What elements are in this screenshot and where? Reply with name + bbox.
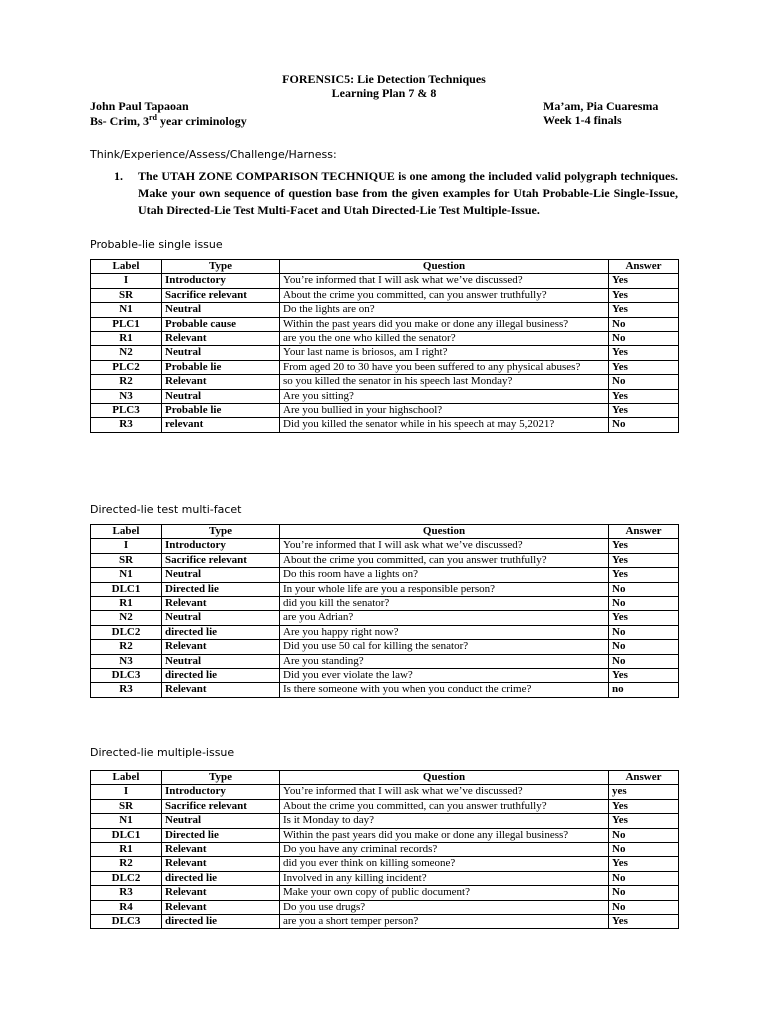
row-answer-cell: yes bbox=[609, 785, 679, 799]
row-type-cell: Neutral bbox=[162, 303, 280, 317]
table-row bbox=[91, 828, 679, 842]
row-answer-cell: No bbox=[609, 625, 679, 639]
course-line bbox=[90, 113, 247, 129]
row-question-cell: Make your own copy of public document? bbox=[280, 886, 609, 900]
row-question-cell: About the crime you committed, can you answer truthfully? bbox=[280, 553, 609, 567]
row-answer-cell: Yes bbox=[609, 814, 679, 828]
row-label-cell: N1 bbox=[91, 303, 162, 317]
table-row bbox=[91, 654, 679, 668]
row-question-cell: Are you happy right now? bbox=[280, 625, 609, 639]
table-header-row bbox=[91, 525, 679, 539]
row-label-cell: SR bbox=[91, 288, 162, 302]
row-type-cell: Neutral bbox=[162, 814, 280, 828]
row-label-cell: R2 bbox=[91, 857, 162, 871]
course-prefix: Bs- Crim, 3 bbox=[90, 114, 149, 128]
row-type-cell: Relevant bbox=[162, 640, 280, 654]
row-answer-cell: No bbox=[609, 375, 679, 389]
row-type-cell: Relevant bbox=[162, 597, 280, 611]
row-question-cell: Do you have any criminal records? bbox=[280, 843, 609, 857]
table-row bbox=[91, 871, 679, 885]
row-type-cell: Relevant bbox=[162, 843, 280, 857]
probable-lie-table bbox=[90, 259, 679, 433]
column-header: Answer bbox=[609, 771, 679, 785]
table-row bbox=[91, 360, 679, 374]
row-type-cell: relevant bbox=[162, 418, 280, 432]
row-answer-cell: Yes bbox=[609, 303, 679, 317]
row-label-cell: I bbox=[91, 274, 162, 288]
row-label-cell: N3 bbox=[91, 654, 162, 668]
period-label: Week 1-4 finals bbox=[543, 113, 622, 127]
row-type-cell: Neutral bbox=[162, 346, 280, 360]
row-answer-cell: No bbox=[609, 654, 679, 668]
row-question-cell: Did you killed the senator while in his speech at may 5,2021? bbox=[280, 418, 609, 432]
table-row bbox=[91, 332, 679, 346]
table-row bbox=[91, 785, 679, 799]
table-row bbox=[91, 317, 679, 331]
column-header: Answer bbox=[609, 525, 679, 539]
row-question-cell: You’re informed that I will ask what we’ve discussed? bbox=[280, 539, 609, 553]
row-label-cell: N2 bbox=[91, 611, 162, 625]
row-type-cell: Introductory bbox=[162, 539, 280, 553]
row-type-cell: Sacrifice relevant bbox=[162, 288, 280, 302]
table-row bbox=[91, 900, 679, 914]
row-type-cell: Probable lie bbox=[162, 360, 280, 374]
row-type-cell: Relevant bbox=[162, 683, 280, 697]
row-question-cell: Is it Monday to day? bbox=[280, 814, 609, 828]
table-row bbox=[91, 669, 679, 683]
row-label-cell: N1 bbox=[91, 568, 162, 582]
row-question-cell: Are you sitting? bbox=[280, 389, 609, 403]
row-question-cell: From aged 20 to 30 have you been suffered to any physical abuses? bbox=[280, 360, 609, 374]
row-answer-cell: Yes bbox=[609, 611, 679, 625]
table-row bbox=[91, 611, 679, 625]
document-subtitle: Learning Plan 7 & 8 bbox=[331, 86, 437, 100]
row-label-cell: R3 bbox=[91, 418, 162, 432]
row-question-cell: Are you bullied in your highschool? bbox=[280, 404, 609, 418]
row-answer-cell: Yes bbox=[609, 857, 679, 871]
table-row bbox=[91, 404, 679, 418]
row-label-cell: R2 bbox=[91, 375, 162, 389]
row-type-cell: Directed lie bbox=[162, 582, 280, 596]
row-question-cell: Within the past years did you make or done any illegal business? bbox=[280, 828, 609, 842]
instruction-number: 1. bbox=[114, 169, 123, 183]
row-question-cell: Did you ever violate the law? bbox=[280, 669, 609, 683]
table-row bbox=[91, 915, 679, 929]
table-2-title: Directed-lie test multi-facet bbox=[90, 503, 242, 516]
table-row bbox=[91, 418, 679, 432]
table-row bbox=[91, 857, 679, 871]
row-label-cell: PLC2 bbox=[91, 360, 162, 374]
row-type-cell: Relevant bbox=[162, 900, 280, 914]
row-answer-cell: No bbox=[609, 828, 679, 842]
row-label-cell: I bbox=[91, 539, 162, 553]
row-question-cell: Within the past years did you make or done any illegal business? bbox=[280, 317, 609, 331]
row-type-cell: Neutral bbox=[162, 654, 280, 668]
row-answer-cell: No bbox=[609, 900, 679, 914]
row-label-cell: N2 bbox=[91, 346, 162, 360]
row-answer-cell: Yes bbox=[609, 389, 679, 403]
row-label-cell: DLC1 bbox=[91, 582, 162, 596]
course-superscript: rd bbox=[149, 113, 157, 122]
row-question-cell: Did you use 50 cal for killing the senator? bbox=[280, 640, 609, 654]
row-label-cell: N1 bbox=[91, 814, 162, 828]
row-label-cell: DLC2 bbox=[91, 871, 162, 885]
column-header: Type bbox=[162, 260, 280, 274]
column-header: Answer bbox=[609, 260, 679, 274]
column-header: Question bbox=[280, 525, 609, 539]
table-row bbox=[91, 303, 679, 317]
row-question-cell: did you ever think on killing someone? bbox=[280, 857, 609, 871]
table-row bbox=[91, 568, 679, 582]
row-label-cell: PLC1 bbox=[91, 317, 162, 331]
table-row bbox=[91, 375, 679, 389]
instruction-text: The UTAH ZONE COMPARISON TECHNIQUE is one among the included valid polygraph techniques. Make your own sequence of question base from the given examples for Utah Probable-Lie Single-Issue, Utah Directed-Lie Test Multi-Facet and Utah Directed-Lie Test Multiple-Issue. bbox=[138, 169, 678, 217]
row-type-cell: Probable lie bbox=[162, 404, 280, 418]
instructor-name: Ma’am, Pia Cuaresma bbox=[543, 99, 659, 113]
row-question-cell: You’re informed that I will ask what we’ve discussed? bbox=[280, 274, 609, 288]
table-row bbox=[91, 640, 679, 654]
document-title: FORENSIC5: Lie Detection Techniques bbox=[282, 72, 486, 86]
table-3-title: Directed-lie multiple-issue bbox=[90, 746, 235, 759]
table-row bbox=[91, 553, 679, 567]
row-answer-cell: No bbox=[609, 843, 679, 857]
row-label-cell: R3 bbox=[91, 683, 162, 697]
row-question-cell: Do you use drugs? bbox=[280, 900, 609, 914]
row-question-cell: are you a short temper person? bbox=[280, 915, 609, 929]
row-answer-cell: Yes bbox=[609, 553, 679, 567]
table-header-row bbox=[91, 771, 679, 785]
row-question-cell: Is there someone with you when you conduct the crime? bbox=[280, 683, 609, 697]
table-row bbox=[91, 274, 679, 288]
row-type-cell: Introductory bbox=[162, 785, 280, 799]
row-answer-cell: No bbox=[609, 332, 679, 346]
row-answer-cell: No bbox=[609, 597, 679, 611]
table-1-title: Probable-lie single issue bbox=[90, 238, 223, 251]
row-label-cell: R3 bbox=[91, 886, 162, 900]
row-question-cell: Your last name is briosos, am I right? bbox=[280, 346, 609, 360]
course-suffix: year criminology bbox=[157, 114, 247, 128]
student-name: John Paul Tapaoan bbox=[90, 99, 189, 113]
table-row bbox=[91, 597, 679, 611]
row-label-cell: I bbox=[91, 785, 162, 799]
row-question-cell: did you kill the senator? bbox=[280, 597, 609, 611]
row-type-cell: directed lie bbox=[162, 871, 280, 885]
row-type-cell: Neutral bbox=[162, 568, 280, 582]
table-row bbox=[91, 625, 679, 639]
column-header: Type bbox=[162, 525, 280, 539]
table-row bbox=[91, 539, 679, 553]
row-type-cell: Relevant bbox=[162, 886, 280, 900]
row-answer-cell: Yes bbox=[609, 799, 679, 813]
column-header: Label bbox=[91, 771, 162, 785]
table-row bbox=[91, 843, 679, 857]
row-type-cell: Directed lie bbox=[162, 828, 280, 842]
row-answer-cell: No bbox=[609, 871, 679, 885]
row-answer-cell: Yes bbox=[609, 404, 679, 418]
row-answer-cell: Yes bbox=[609, 360, 679, 374]
row-answer-cell: Yes bbox=[609, 274, 679, 288]
row-answer-cell: Yes bbox=[609, 346, 679, 360]
row-question-cell: You’re informed that I will ask what we’ve discussed? bbox=[280, 785, 609, 799]
row-type-cell: Sacrifice relevant bbox=[162, 799, 280, 813]
column-header: Type bbox=[162, 771, 280, 785]
directed-lie-multiple-issue-table bbox=[90, 770, 679, 929]
row-question-cell: Are you standing? bbox=[280, 654, 609, 668]
row-question-cell: Do the lights are on? bbox=[280, 303, 609, 317]
row-type-cell: directed lie bbox=[162, 669, 280, 683]
row-answer-cell: no bbox=[609, 683, 679, 697]
table-row bbox=[91, 288, 679, 302]
column-header: Question bbox=[280, 260, 609, 274]
row-question-cell: About the crime you committed, can you answer truthfully? bbox=[280, 799, 609, 813]
row-answer-cell: No bbox=[609, 317, 679, 331]
row-question-cell: Involved in any killing incident? bbox=[280, 871, 609, 885]
row-label-cell: DLC3 bbox=[91, 915, 162, 929]
row-answer-cell: Yes bbox=[609, 669, 679, 683]
row-label-cell: R1 bbox=[91, 332, 162, 346]
table-row bbox=[91, 582, 679, 596]
row-label-cell: DLC1 bbox=[91, 828, 162, 842]
table-row bbox=[91, 799, 679, 813]
column-header: Question bbox=[280, 771, 609, 785]
row-label-cell: SR bbox=[91, 799, 162, 813]
row-type-cell: Neutral bbox=[162, 389, 280, 403]
row-label-cell: N3 bbox=[91, 389, 162, 403]
row-answer-cell: Yes bbox=[609, 915, 679, 929]
row-answer-cell: No bbox=[609, 640, 679, 654]
row-question-cell: Do this room have a lights on? bbox=[280, 568, 609, 582]
row-question-cell: About the crime you committed, can you answer truthfully? bbox=[280, 288, 609, 302]
row-type-cell: directed lie bbox=[162, 625, 280, 639]
table-row bbox=[91, 814, 679, 828]
row-label-cell: SR bbox=[91, 553, 162, 567]
row-type-cell: Relevant bbox=[162, 375, 280, 389]
table-row bbox=[91, 683, 679, 697]
table-header-row bbox=[91, 260, 679, 274]
row-label-cell: R1 bbox=[91, 597, 162, 611]
row-label-cell: R2 bbox=[91, 640, 162, 654]
row-question-cell: are you the one who killed the senator? bbox=[280, 332, 609, 346]
row-label-cell: R4 bbox=[91, 900, 162, 914]
row-question-cell: In your whole life are you a responsible person? bbox=[280, 582, 609, 596]
table-row bbox=[91, 346, 679, 360]
column-header: Label bbox=[91, 260, 162, 274]
row-type-cell: Relevant bbox=[162, 332, 280, 346]
row-label-cell: PLC3 bbox=[91, 404, 162, 418]
row-question-cell: so you killed the senator in his speech last Monday? bbox=[280, 375, 609, 389]
row-type-cell: Sacrifice relevant bbox=[162, 553, 280, 567]
row-answer-cell: Yes bbox=[609, 288, 679, 302]
row-type-cell: Neutral bbox=[162, 611, 280, 625]
row-question-cell: are you Adrian? bbox=[280, 611, 609, 625]
think-heading: Think/Experience/Assess/Challenge/Harness: bbox=[90, 148, 337, 161]
row-type-cell: Relevant bbox=[162, 857, 280, 871]
row-type-cell: directed lie bbox=[162, 915, 280, 929]
row-label-cell: DLC2 bbox=[91, 625, 162, 639]
column-header: Label bbox=[91, 525, 162, 539]
row-type-cell: Introductory bbox=[162, 274, 280, 288]
row-answer-cell: No bbox=[609, 886, 679, 900]
directed-lie-multi-facet-table bbox=[90, 524, 679, 698]
row-answer-cell: No bbox=[609, 418, 679, 432]
table-row bbox=[91, 389, 679, 403]
row-answer-cell: No bbox=[609, 582, 679, 596]
table-row bbox=[91, 886, 679, 900]
row-answer-cell: Yes bbox=[609, 568, 679, 582]
row-type-cell: Probable cause bbox=[162, 317, 280, 331]
row-label-cell: DLC3 bbox=[91, 669, 162, 683]
row-label-cell: R1 bbox=[91, 843, 162, 857]
row-answer-cell: Yes bbox=[609, 539, 679, 553]
